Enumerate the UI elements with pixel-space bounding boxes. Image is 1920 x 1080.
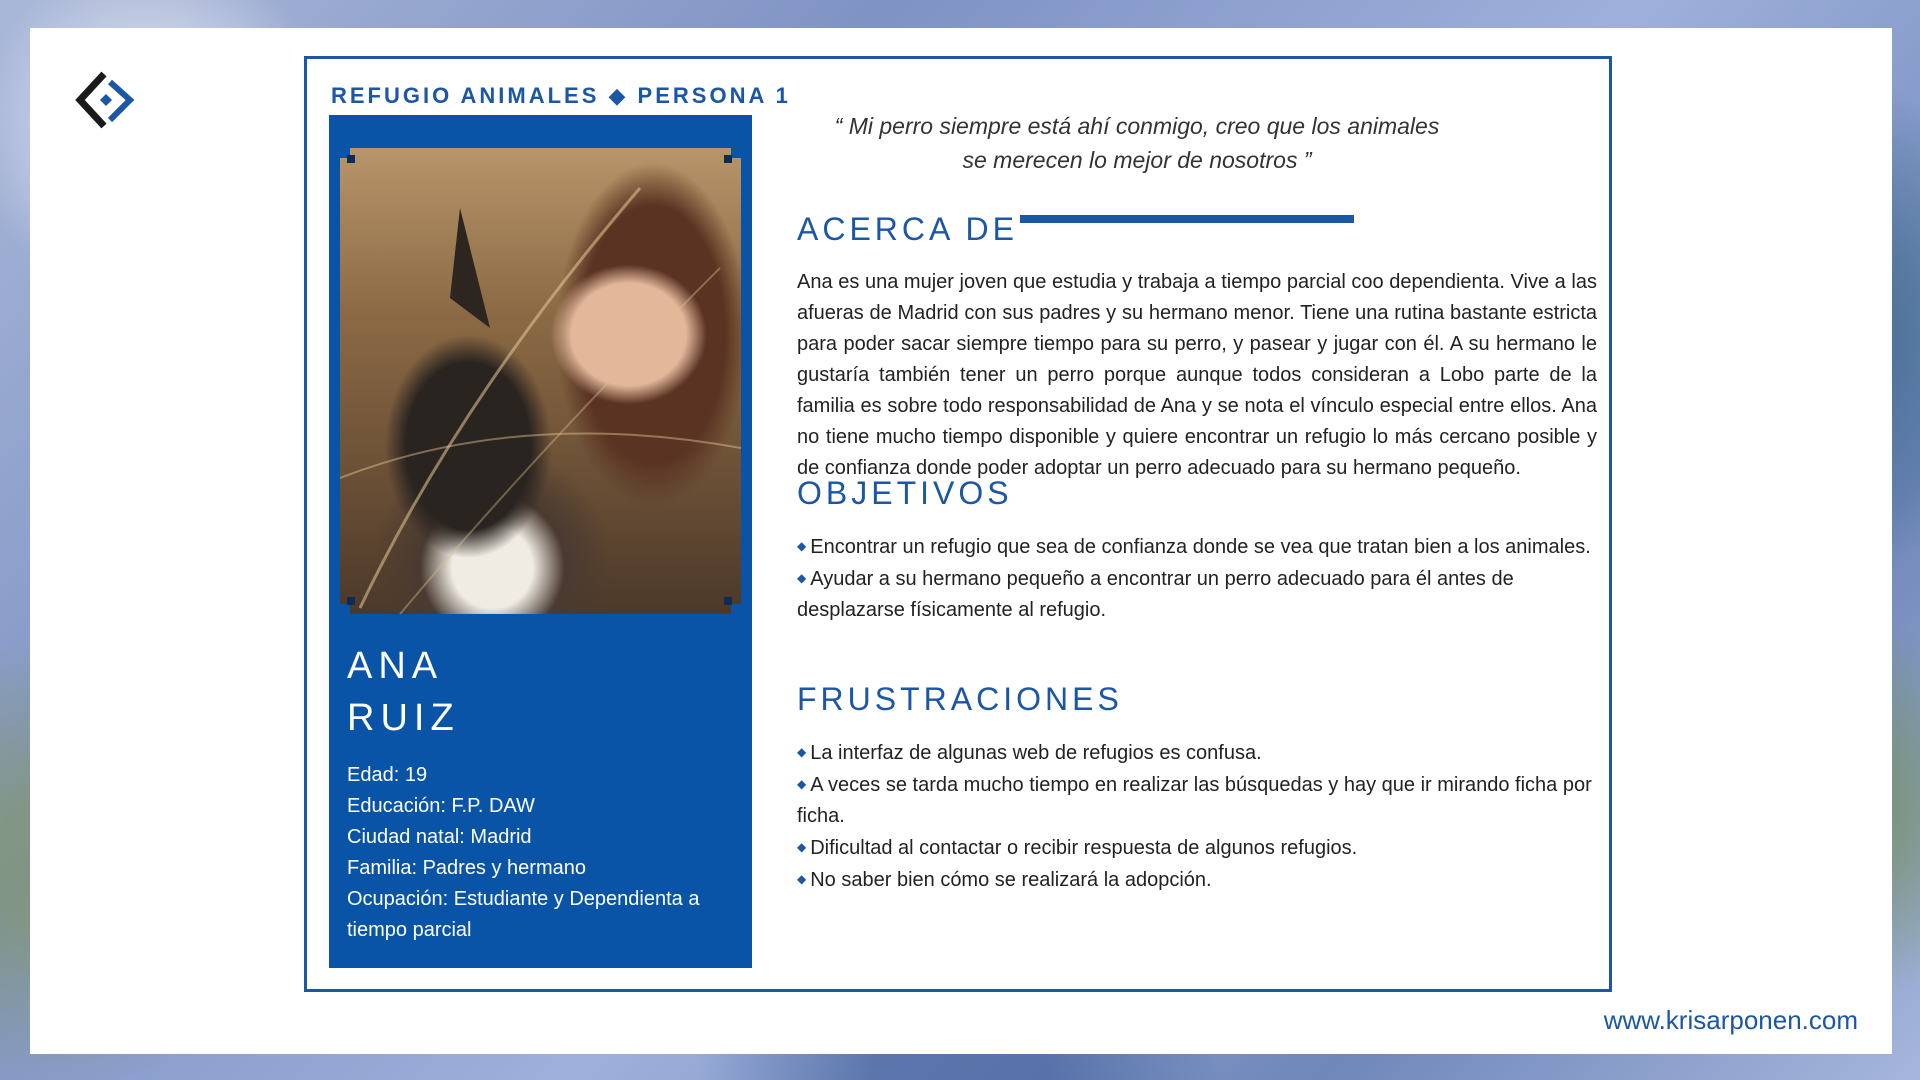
persona-sheet: [30, 28, 1892, 1054]
persona-first-name: ANA: [347, 645, 444, 687]
website-link[interactable]: www.krisarponen.com: [1603, 1005, 1858, 1035]
persona-details: [347, 760, 747, 946]
woman-with-dog-photo: [340, 148, 741, 614]
list-item: ◆ A veces se tarda mucho tiempo en realizar las búsquedas y hay que ir mirando ficha por ficha.: [797, 774, 1592, 827]
about-text: Ana es una mujer joven que estudia y trabaja a tiempo parcial coo dependienta. Vive a las afueras de Madrid con sus padres y su hermano menor. Tiene una rutina bastante estricta para poder sacar siempre tiempo para su perro, y pasear y jugar con él. A su hermano le gustaría también tener un perro porque aunque todos consideran a Lobo parte de la familia es sobre todo responsabilidad de Ana y se nota el vínculo especial entre ellos. Ana no tiene mucho tiempo disponible y quiere encontrar un refugio lo más cercano posible y de confianza donde poder adoptar un perro adecuado para su hermano pequeño.: [797, 271, 1597, 479]
diamond-bullet-icon: ◆: [797, 539, 807, 553]
photo-corner-tl-inner: [347, 155, 355, 163]
diamond-bullet-icon: ◆: [797, 840, 807, 854]
about-title: ACERCA DE: [797, 211, 1018, 247]
detail-occupation: Ocupación: Estudiante y Dependienta a tiempo parcial: [347, 888, 700, 941]
photo-corner-bl-inner: [347, 597, 355, 605]
diamond-arrow-logo-icon: [74, 70, 138, 134]
quote-line-2: se merecen lo mejor de nosotros ”: [962, 147, 1312, 173]
diamond-bullet-icon: ◆: [797, 745, 807, 759]
persona-card: [304, 56, 1612, 992]
detail-hometown: Ciudad natal: Madrid: [347, 826, 532, 848]
diamond-bullet-icon: ◆: [797, 872, 807, 886]
photo-corner-tr: [731, 148, 741, 158]
goals-list: [797, 531, 1597, 626]
frustrations-list: [797, 737, 1597, 896]
list-item: ◆ Ayudar a su hermano pequeño a encontrar un perro adecuado para él antes de desplazarse físicamente al refugio.: [797, 568, 1514, 621]
photo-corner-bl: [340, 604, 350, 614]
persona-last-name: RUIZ: [347, 697, 460, 739]
list-item: ◆ No saber bien cómo se realizará la adopción.: [797, 869, 1212, 891]
diamond-bullet-icon: ◆: [797, 777, 807, 791]
photo-grass-strokes: [340, 148, 741, 614]
diamond-bullet-icon: ◆: [797, 571, 807, 585]
detail-education: Educación: F.P. DAW: [347, 795, 535, 817]
persona-quote: [797, 109, 1477, 177]
photo-corner-tr-inner: [724, 155, 732, 163]
frustrations-title: FRUSTRACIONES: [797, 681, 1123, 717]
photo-corner-br-inner: [724, 597, 732, 605]
list-item: ◆ Encontrar un refugio que sea de confianza donde se vea que tratan bien a los animales.: [797, 536, 1591, 558]
detail-age: Edad: 19: [347, 764, 428, 786]
detail-family: Familia: Padres y hermano: [347, 857, 586, 879]
project-label: REFUGIO ANIMALES ◆ PERSONA 1: [331, 83, 791, 108]
goals-title: OBJETIVOS: [797, 475, 1013, 511]
quote-underline: [1020, 215, 1354, 223]
list-item: ◆ Dificultad al contactar o recibir respuesta de algunos refugios.: [797, 837, 1358, 859]
list-item: ◆ La interfaz de algunas web de refugios es confusa.: [797, 742, 1262, 764]
persona-profile-panel: [329, 115, 752, 968]
quote-line-1: “ Mi perro siempre está ahí conmigo, creo que los animales: [834, 113, 1440, 139]
photo-corner-br: [731, 604, 741, 614]
persona-name: [347, 640, 460, 744]
